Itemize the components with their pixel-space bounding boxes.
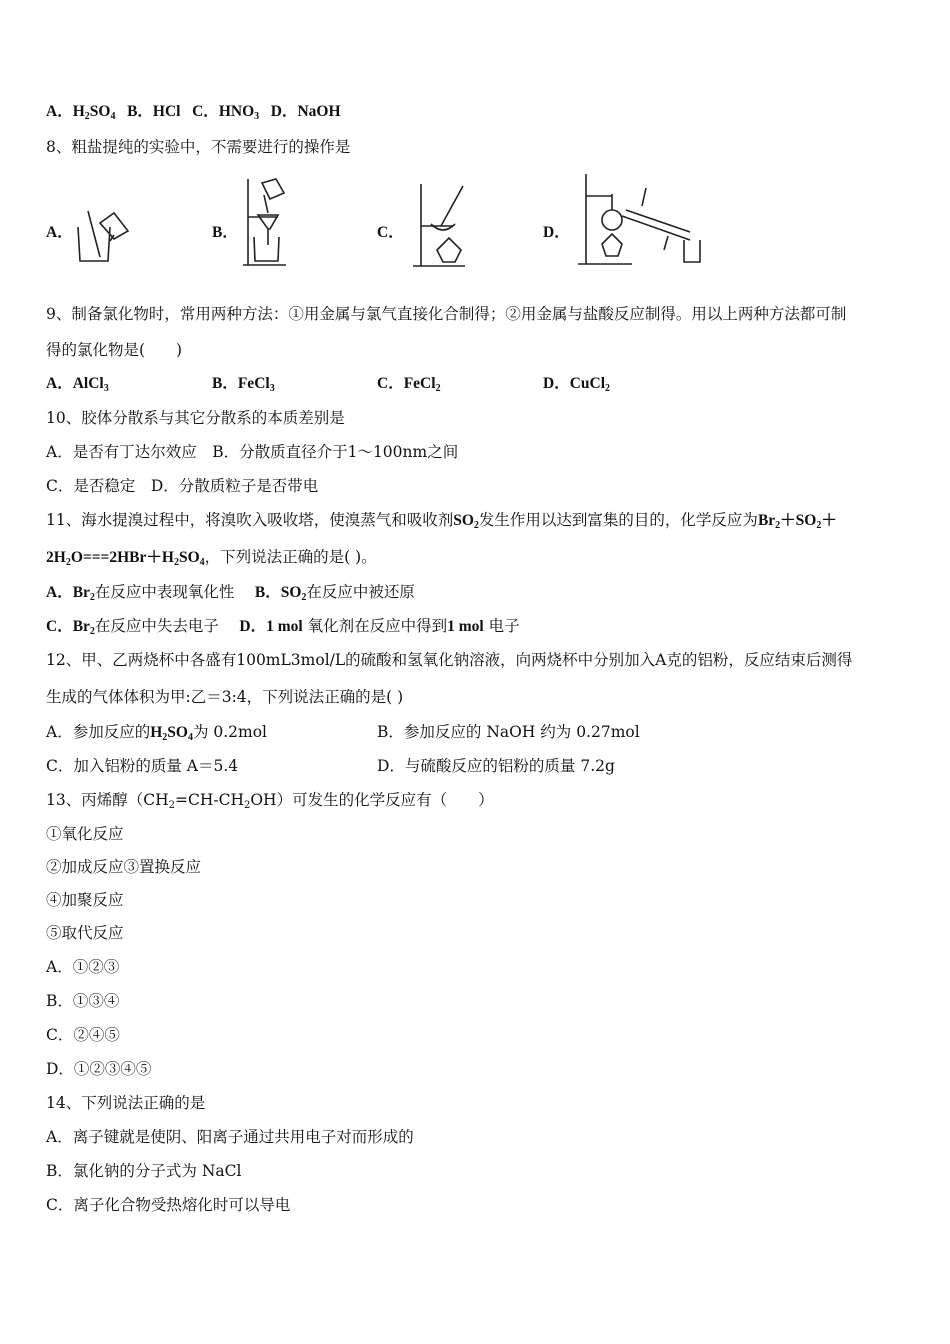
q11-options-ab: A．$Br_2$在反应中表现氧化性 B．$SO_2$在反应中被还原 [46,583,415,603]
q8-stem: 8、粗盐提纯的实验中，不需要进行的操作是 [46,138,351,156]
q7-options: A．$H_2SO_4$ B．HCl C．$HNO_3$ D．NaOH [46,103,341,122]
q11-options-cd: C．$Br_2$在反应中失去电子 D．1 mol 氧化剂在反应中得到1 mol 电子 [46,617,520,637]
q14-option-a: A．离子键就是使阴、阳离子通过共用电子对而形成的 [46,1128,414,1146]
q10-options-ab: A．是否有丁达尔效应 B．分散质直径介于1～100nm之间 [46,443,459,461]
q13-stem: 13、丙烯醇$(CH_2=CH-CH_2OH)$可发生的化学反应有（ ） [46,791,494,811]
q13-option-b: B．①③④ [46,992,120,1010]
q11-line2: $2H_2O===2HBr+H_2SO_4$，下列说法正确的是( )。 [46,548,377,568]
q14-stem: 14、下列说法正确的是 [46,1094,206,1112]
q13-item-2: ②加成反应③置换反应 [46,858,202,876]
q9-line2: 得的氯化物是( ) [46,341,183,359]
q13-item-1: ①氧化反应 [46,825,124,843]
q9-option-d: D．CuCl$_2$ [543,375,611,394]
q9-option-a: A．AlCl$_3$ [46,375,109,394]
beaker-stirring-icon [70,205,132,265]
q9-option-b: B．FeCl$_3$ [212,375,275,394]
q13-item-4: ⑤取代反应 [46,924,124,942]
q12-line1: 12、甲、乙两烧杯中各盛有100mL3mol/L的硫酸和氢氧化钠溶液，向两烧杯中分别加入A克的铝粉，反应结束后测得 [46,651,853,669]
q10-options-cd: C．是否稳定 D．分散质粒子是否带电 [46,477,319,495]
q8-option-b-label: B． [212,224,238,241]
q13-option-a: A．①②③ [46,958,120,976]
q9-line1: 9、制备氯化物时，常用两种方法：①用金属与氯气直接化合制得；②用金属与盐酸反应制得。用以上两种方法都可制 [46,305,847,323]
q12-option-a: A．参加反应的$H_2SO_4$为 0.2mol [46,723,268,743]
q13-option-d: D．①②③④⑤ [46,1060,152,1078]
q8-option-d-label: D． [543,224,570,241]
q8-option-a-label: A． [46,224,73,241]
filtration-apparatus-icon [240,175,290,270]
q11-line1: 11、海水提溴过程中，将溴吹入吸收塔，使溴蒸气和吸收剂$SO_2$发生作用以达到富集的目的，化学反应为$Br_2+SO_2+$ [46,511,837,531]
q9-option-c: C．FeCl$_2$ [377,375,441,394]
evaporation-apparatus-icon [405,180,470,270]
q13-item-3: ④加聚反应 [46,891,124,909]
q12-option-d: D．与硫酸反应的铝粉的质量 7.2g [377,757,615,775]
q13-option-c: C．②④⑤ [46,1026,120,1044]
q10-stem: 10、胶体分散系与其它分散系的本质差别是 [46,409,345,427]
q8-option-c-label: C． [377,224,404,241]
q14-option-b: B．氯化钠的分子式为 NaCl [46,1162,242,1180]
distillation-apparatus-icon [572,170,707,270]
q12-line2: 生成的气体体积为甲:乙＝3:4，下列说法正确的是( ) [46,688,404,706]
q12-option-b: B．参加反应的 NaOH 约为 0.27mol [377,723,640,741]
q14-option-c: C．离子化合物受热熔化时可以导电 [46,1196,291,1214]
q12-option-c: C．加入铝粉的质量 A＝5.4 [46,757,239,775]
